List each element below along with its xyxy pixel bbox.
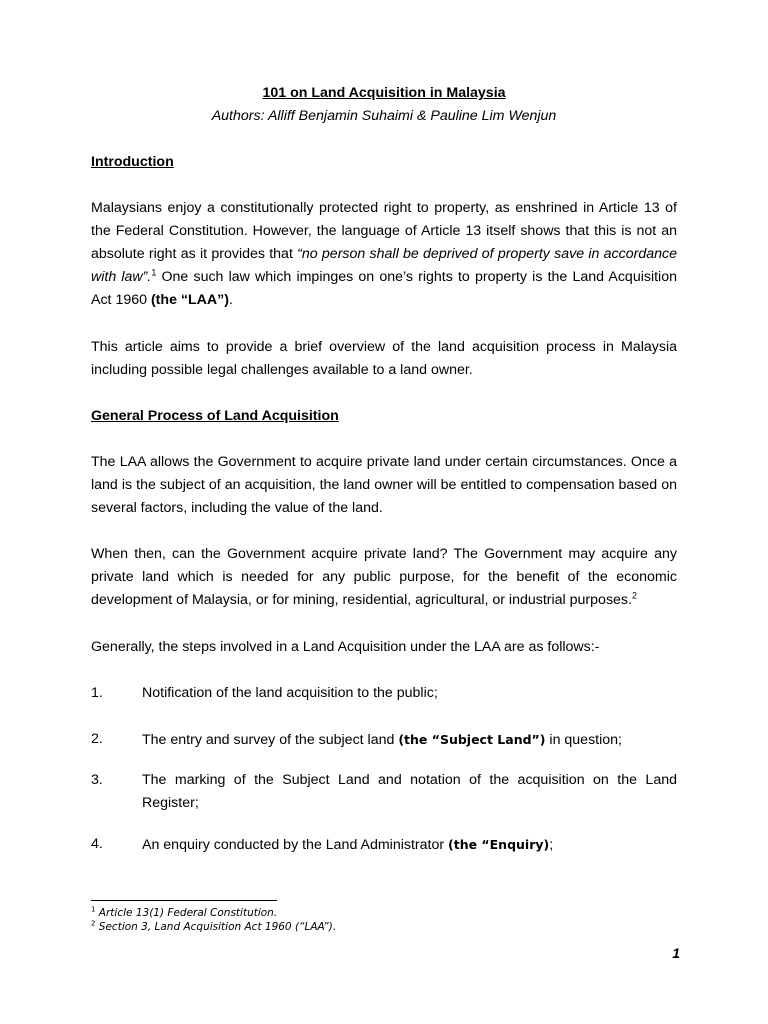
- footnote-ref-2: 2: [631, 590, 637, 601]
- list-item-number: 4.: [91, 836, 103, 852]
- list-item: An enquiry conducted by the Land Administrator (the “Enquiry);: [142, 837, 554, 853]
- list-item: Notification of the land acquisition to the public;: [142, 685, 438, 701]
- list-item-number: 1.: [91, 685, 103, 701]
- document-title: 101 on Land Acquisition in Malaysia: [262, 85, 506, 101]
- document-authors: Authors: Alliff Benjamin Suhaimi & Pauline Lim Wenjun: [211, 108, 557, 124]
- footnote-ref-1: 1: [151, 267, 157, 278]
- page-number: 1: [672, 945, 680, 961]
- section-heading-introduction: Introduction: [91, 154, 174, 170]
- intro-paragraph-2: This article aims to provide a brief overview of the land acquisition process in Malaysia including possible legal challenges available to a land owner.: [91, 339, 677, 378]
- list-item-number: 3.: [91, 772, 103, 788]
- general-paragraph-1: The LAA allows the Government to acquire private land under certain circumstances. Once a land is the subject of an acquisition, the land owner will be entitled to compensation based on several factors, including the value of the land.: [91, 454, 677, 516]
- section-heading-general-process: General Process of Land Acquisition: [91, 408, 339, 424]
- list-item: The entry and survey of the subject land (the “Subject Land”) in question;: [142, 732, 622, 748]
- footnote-1: $^1$ Article 13(1) Federal Constitution.: [91, 905, 278, 919]
- list-item: The marking of the Subject Land and notation of the acquisition on the Land Register;: [142, 772, 677, 811]
- general-paragraph-3: Generally, the steps involved in a Land Acquisition under the LAA are as follows:-: [91, 639, 600, 655]
- list-item-number: 2.: [91, 731, 103, 747]
- footnote-2: $^2$ Section 3, Land Acquisition Act 1960 (“LAA”).: [91, 919, 337, 933]
- general-paragraph-2: When then, can the Government acquire private land? The Government may acquire any private land which is needed for any public purpose, for the benefit of the economic development of Malaysia, or for mining, residential, agricultural, or industrial purposes.$^2$: [91, 546, 677, 608]
- intro-paragraph-1: Malaysians enjoy a constitutionally protected right to property, as enshrined in Article 13 of the Federal Constitution. However, the language of Article 13 itself shows that this is not an absolute right as it provides that “no person shall be deprived of property save in accordance with law”.$^1$ One such law which impinges on one’s rights to property is the Land Acquisition Act 1960 (the “LAA”).: [91, 200, 677, 308]
- footnote-divider: [91, 900, 277, 901]
